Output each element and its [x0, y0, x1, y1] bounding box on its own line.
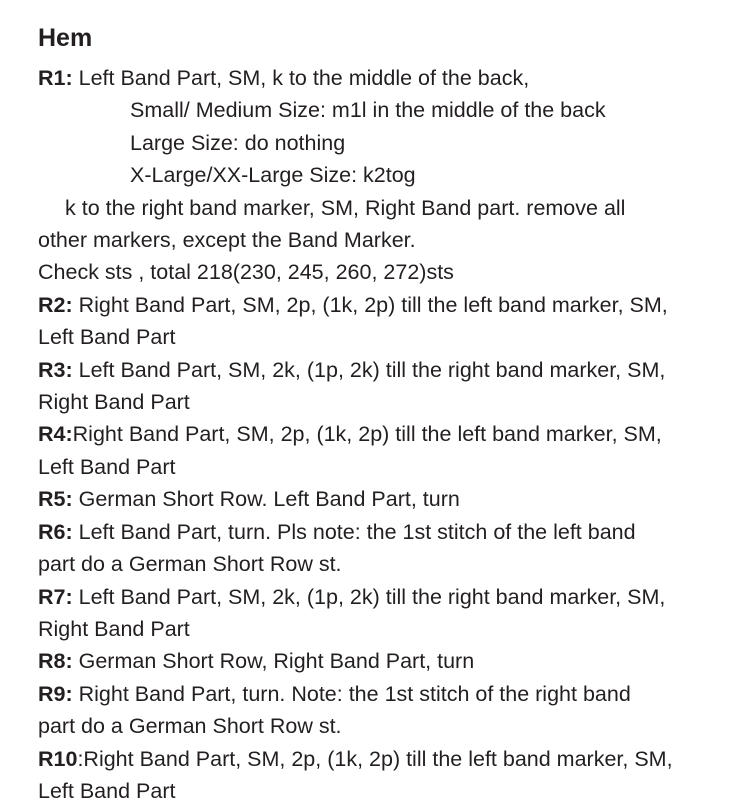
row-9-line [38, 678, 734, 710]
row-1-continuation-2: other markers, except the Band Marker. [38, 228, 416, 253]
row-4-line-2: Left Band Part [38, 454, 176, 479]
row-1-line [38, 62, 734, 94]
size-small-medium: Small/ Medium Size: m1l in the middle of the back [130, 98, 606, 123]
row-3-line [38, 354, 734, 386]
row-text: Right Band Part, SM, 2p, (1k, 2p) till the left band marker, SM, [72, 422, 662, 447]
row-text: Right Band Part, SM, 2p, (1k, 2p) till the left band marker, SM, [72, 292, 668, 317]
row-text: Left Band Part, SM, 2k, (1p, 2k) till the right band marker, SM, [72, 584, 666, 609]
row-10-line-2: Left Band Part [38, 778, 176, 803]
row-text: Right Band Part, turn. Note: the 1st stitch of the right band [72, 681, 631, 706]
row-text: Left Band Part, SM, 2k, (1p, 2k) till the right band marker, SM, [72, 357, 666, 382]
stitch-check: Check sts , total 218(230, 245, 260, 272)sts [38, 260, 454, 285]
row-text: German Short Row, Right Band Part, turn [72, 649, 475, 674]
hem-instructions [38, 18, 734, 807]
row-label: R10 [38, 746, 78, 771]
row-label: R8: [38, 649, 73, 674]
row-label: R5: [38, 487, 73, 512]
row-1-continuation: k to the right band marker, SM, Right Band part. remove all [65, 195, 626, 220]
row-10-line [38, 743, 734, 775]
row-7-line-2: Right Band Part [38, 616, 190, 641]
row-label: R6: [38, 519, 73, 544]
row-9-line-2: part do a German Short Row st. [38, 714, 342, 739]
row-8-line [38, 645, 734, 677]
row-text: Left Band Part, SM, k to the middle of the back, [72, 66, 530, 90]
row-text: :Right Band Part, SM, 2p, (1k, 2p) till the left band marker, SM, [77, 746, 673, 771]
size-xlarge-xxlarge: X-Large/XX-Large Size: k2tog [130, 163, 416, 188]
row-text: German Short Row. Left Band Part, turn [72, 487, 460, 512]
row-2-line [38, 289, 734, 321]
row-4-line [38, 418, 734, 450]
row-6-line [38, 516, 734, 548]
row-label: R2: [38, 292, 73, 317]
row-7-line [38, 581, 734, 613]
row-2-line-2: Left Band Part [38, 325, 176, 350]
row-label: R7: [38, 584, 73, 609]
row-label: R9: [38, 681, 73, 706]
row-5-line [38, 483, 734, 515]
row-3-line-2: Right Band Part [38, 390, 190, 415]
row-6-line-2: part do a German Short Row st. [38, 552, 342, 577]
row-label: R3: [38, 357, 73, 382]
row-text: Left Band Part, turn. Pls note: the 1st stitch of the left band [72, 519, 636, 544]
row-label: R4: [38, 422, 73, 447]
size-large: Large Size: do nothing [130, 130, 346, 155]
section-heading: Hem [38, 24, 93, 52]
row-label: R1: [38, 66, 73, 90]
